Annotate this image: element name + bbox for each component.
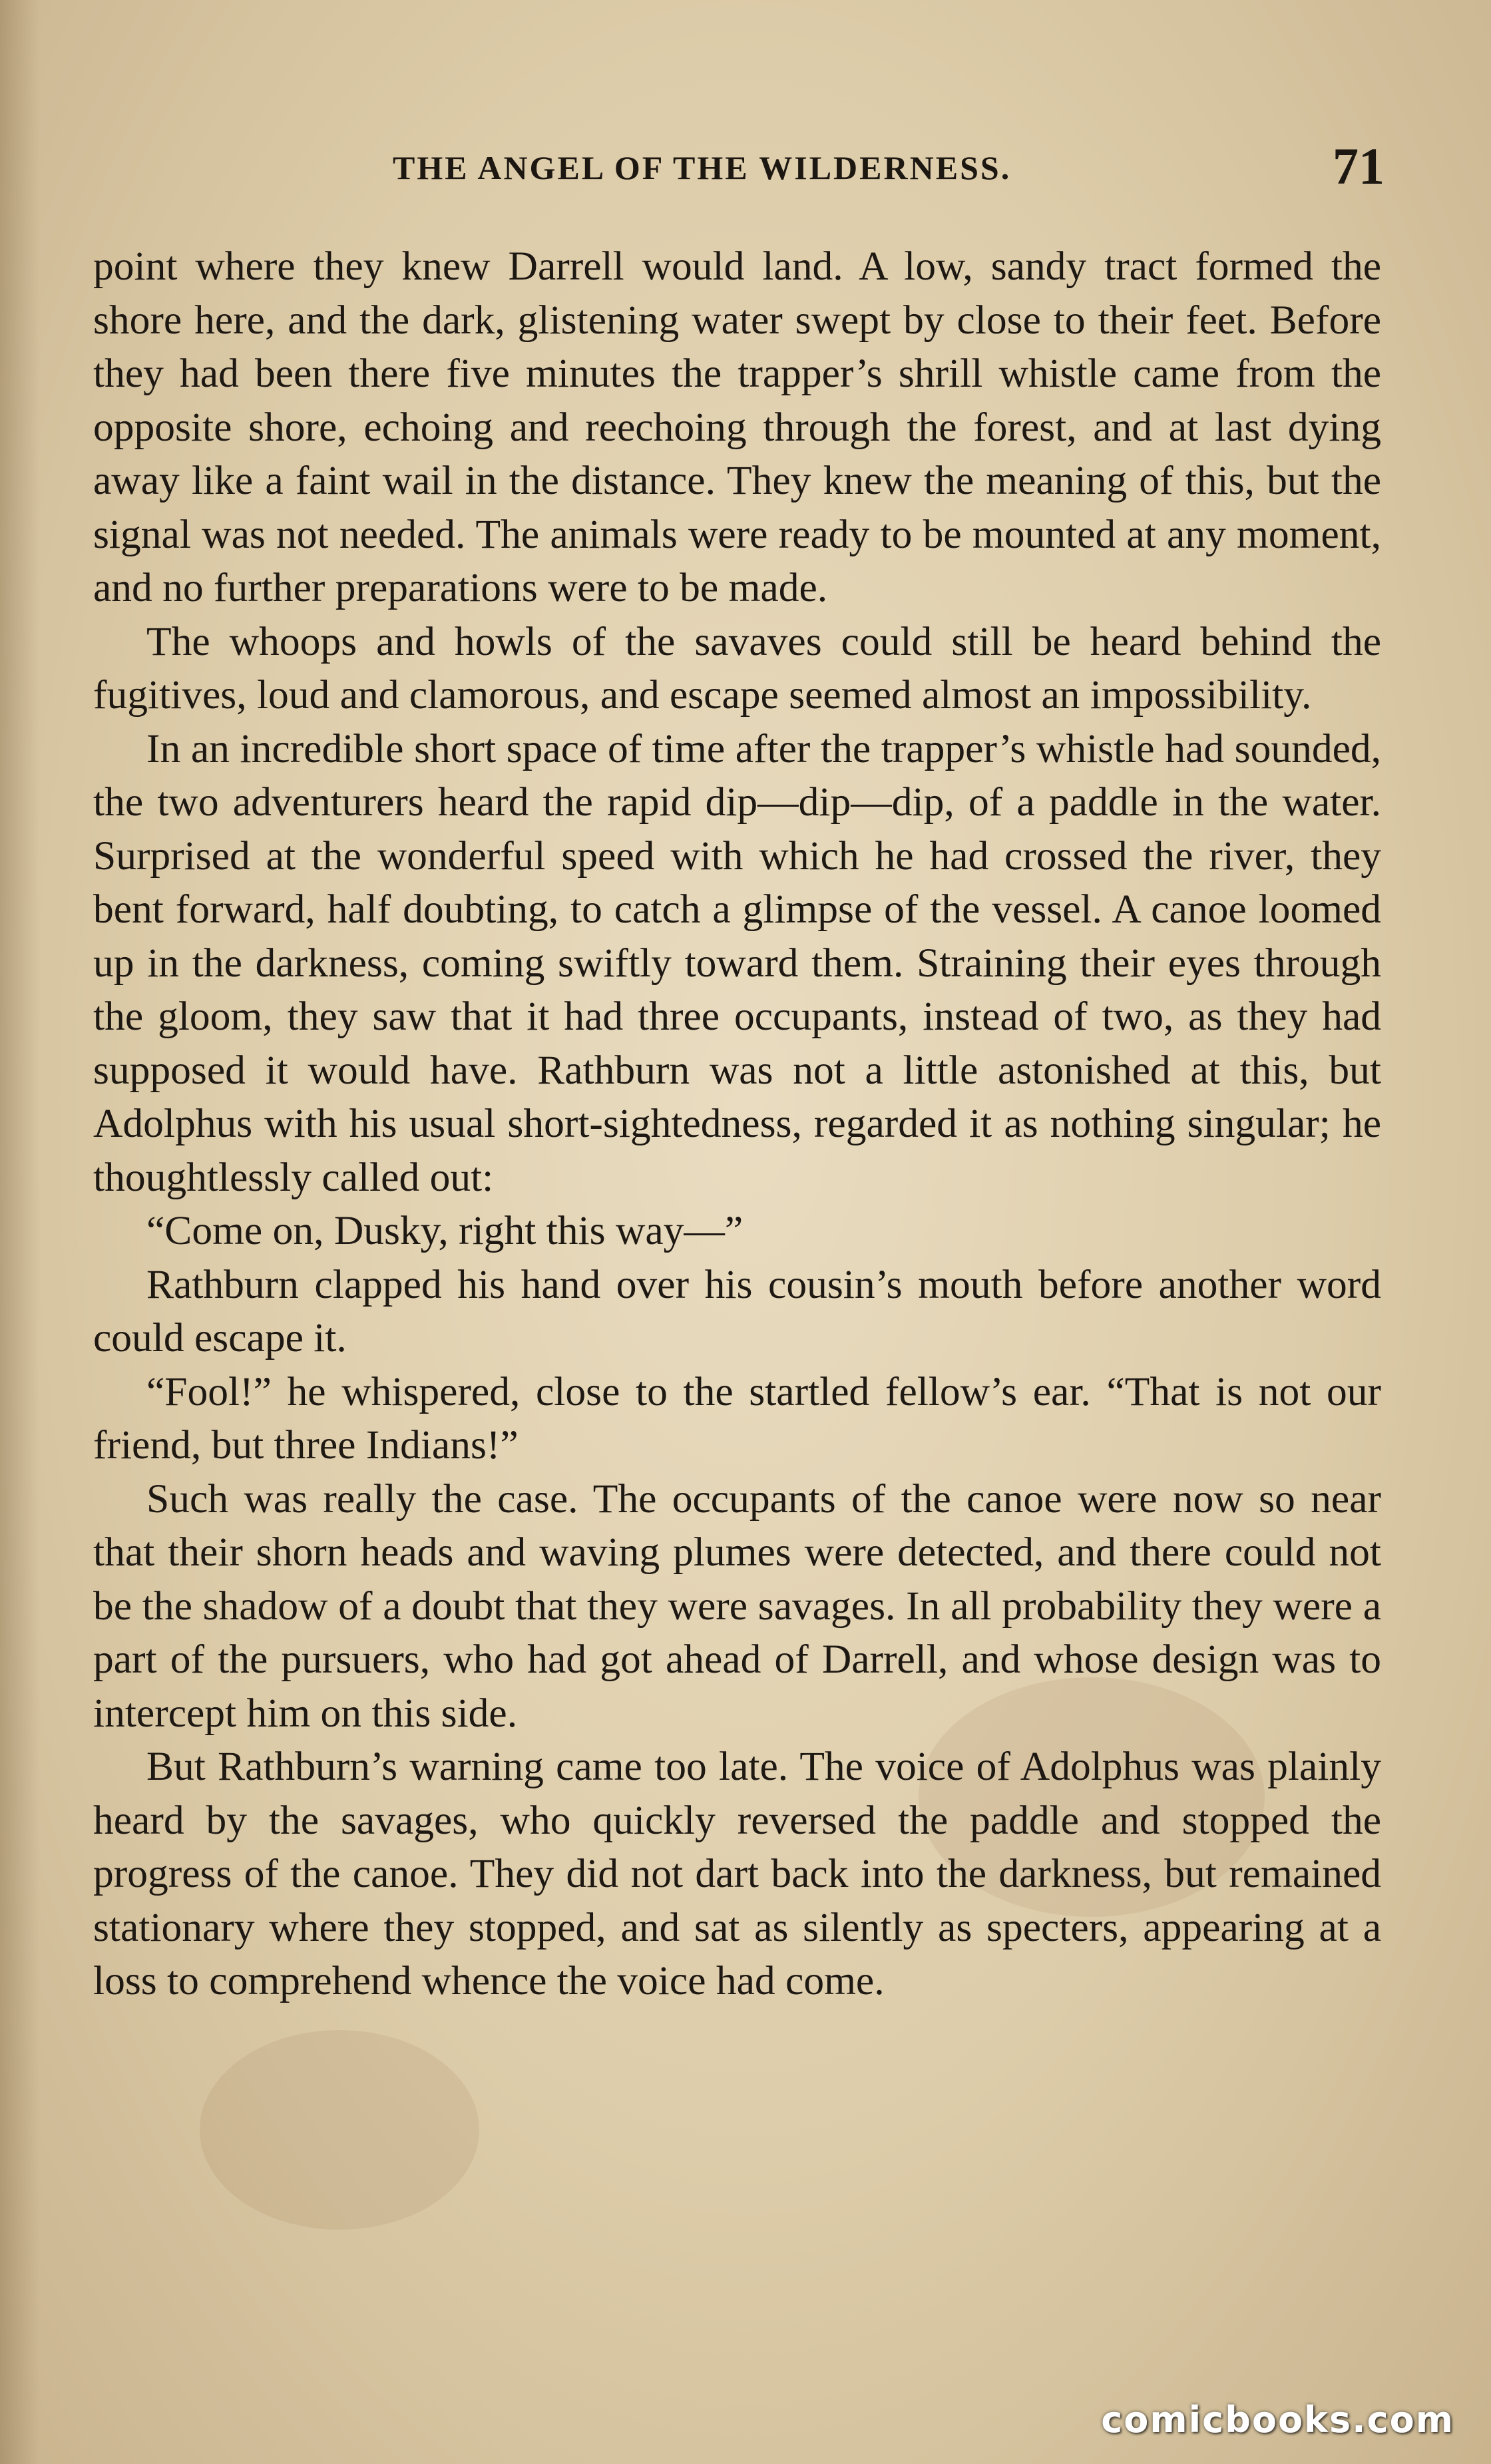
running-title: THE ANGEL OF THE WILDERNESS. bbox=[393, 149, 1012, 186]
page-header bbox=[100, 136, 1384, 196]
paragraph: point where they knew Darrell would land. A low, sandy tract formed the shore here, and the dark, glistening water swept by close to their feet. Before they had been there five minutes the trapper’s shrill whistle came from the opposite shore, echoing and reechoing through the forest, and at last dying away like a faint wail in the distance. They knew the meaning of this, but the signal was not needed. The animals were ready to be mounted at any moment, and no further preparations were to be made. bbox=[93, 244, 1381, 610]
paragraph: Rathburn clapped his hand over his cousin’s mouth before another word could escape it. bbox=[93, 1261, 1381, 1360]
paragraph: The whoops and howls of the savaves could still be heard behind the fugitives, loud and clamorous, and escape seemed almost an impossibility. bbox=[93, 618, 1381, 718]
paper-stain bbox=[200, 2030, 479, 2230]
watermark: comicbooks.com bbox=[1101, 2399, 1454, 2441]
body-text bbox=[93, 240, 1381, 2008]
paragraph: But Rathburn’s warning came too late. The voice of Adolphus was plainly heard by the savages, who quickly reversed the paddle and stopped the progress of the canoe. They did not dart back into the darkness, but remained stationary where they stopped, and sat as silently as specters, appearing at a loss to comprehend whence the voice had come. bbox=[93, 1744, 1381, 2003]
paragraph: “Come on, Dusky, right this way—” bbox=[146, 1208, 744, 1253]
page-number: 71 bbox=[1333, 137, 1384, 195]
paragraph: “Fool!” he whispered, close to the startled fellow’s ear. “That is not our friend, but three Indians!” bbox=[93, 1368, 1381, 1468]
paragraph: In an incredible short space of time after the trapper’s whistle had sounded, the two adventurers heard the rapid dip—dip—dip, of a paddle in the water. Surprised at the wonderful speed with which he had crossed the river, they bent forward, half doubting, to catch a glimpse of the vessel. A canoe loomed up in the darkness, coming swiftly toward them. Straining their eyes through the gloom, they saw that it had three occupants, instead of two, as they had supposed it would have. Rathburn was not a little astonished at this, but Adolphus with his usual short-sightedness, regarded it as nothing singular; he thoughtlessly called out: bbox=[93, 725, 1381, 1200]
page-edge-shadow bbox=[0, 0, 40, 2464]
paragraph: Such was really the case. The occupants of the canoe were now so near that their shorn heads and waving plumes were detected, and there could not be the shadow of a doubt that they were savages. In all probability they were a part of the pursuers, who had got ahead of Darrell, and whose design was to intercept him on this side. bbox=[93, 1476, 1381, 1736]
